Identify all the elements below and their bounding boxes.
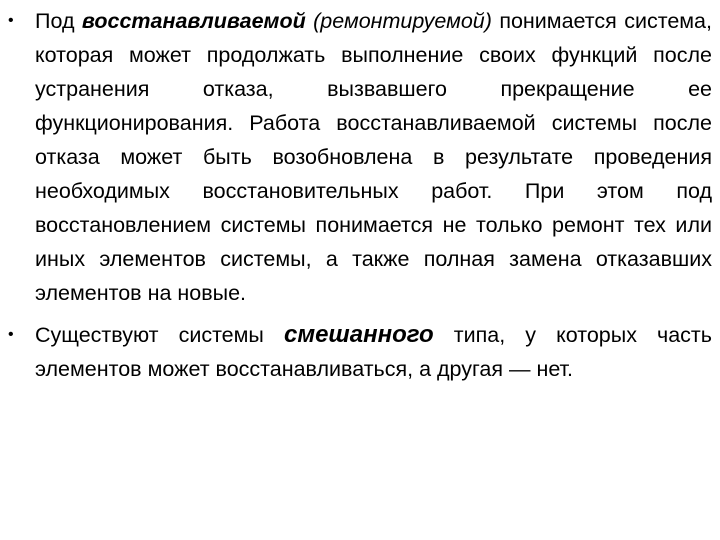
term-aside: (ремонтируемой) — [313, 9, 492, 33]
bullet-lead-text: Под — [35, 9, 75, 33]
bullet-item-recoverable — [8, 4, 712, 310]
bullet-item-mixed — [8, 318, 712, 386]
bullet-body-text: понимается система, которая может продолжать выполнение своих функций после устранения отказа, вызвавшего прекращение ее функционирования. Работа восстанавливаемой системы после отказа может быть возобновлена в результате проведения необходимых восстановительных работ. При этом под восстановлением системы понимается не только ремонт тех или иных элементов системы, а также полная замена отказавших элементов на новые. — [35, 9, 712, 305]
bullet-marker: • — [8, 12, 14, 29]
term-mixed: смешанного — [283, 321, 434, 348]
bullet-lead-text: Существуют системы — [35, 323, 264, 347]
bullet-marker: • — [8, 326, 14, 343]
bullet-list — [8, 4, 712, 386]
term-recoverable: восстанавливаемой — [81, 9, 306, 33]
bullet-body-text: типа, у которых часть элементов может восстанавливаться, а другая — нет. — [35, 323, 712, 381]
